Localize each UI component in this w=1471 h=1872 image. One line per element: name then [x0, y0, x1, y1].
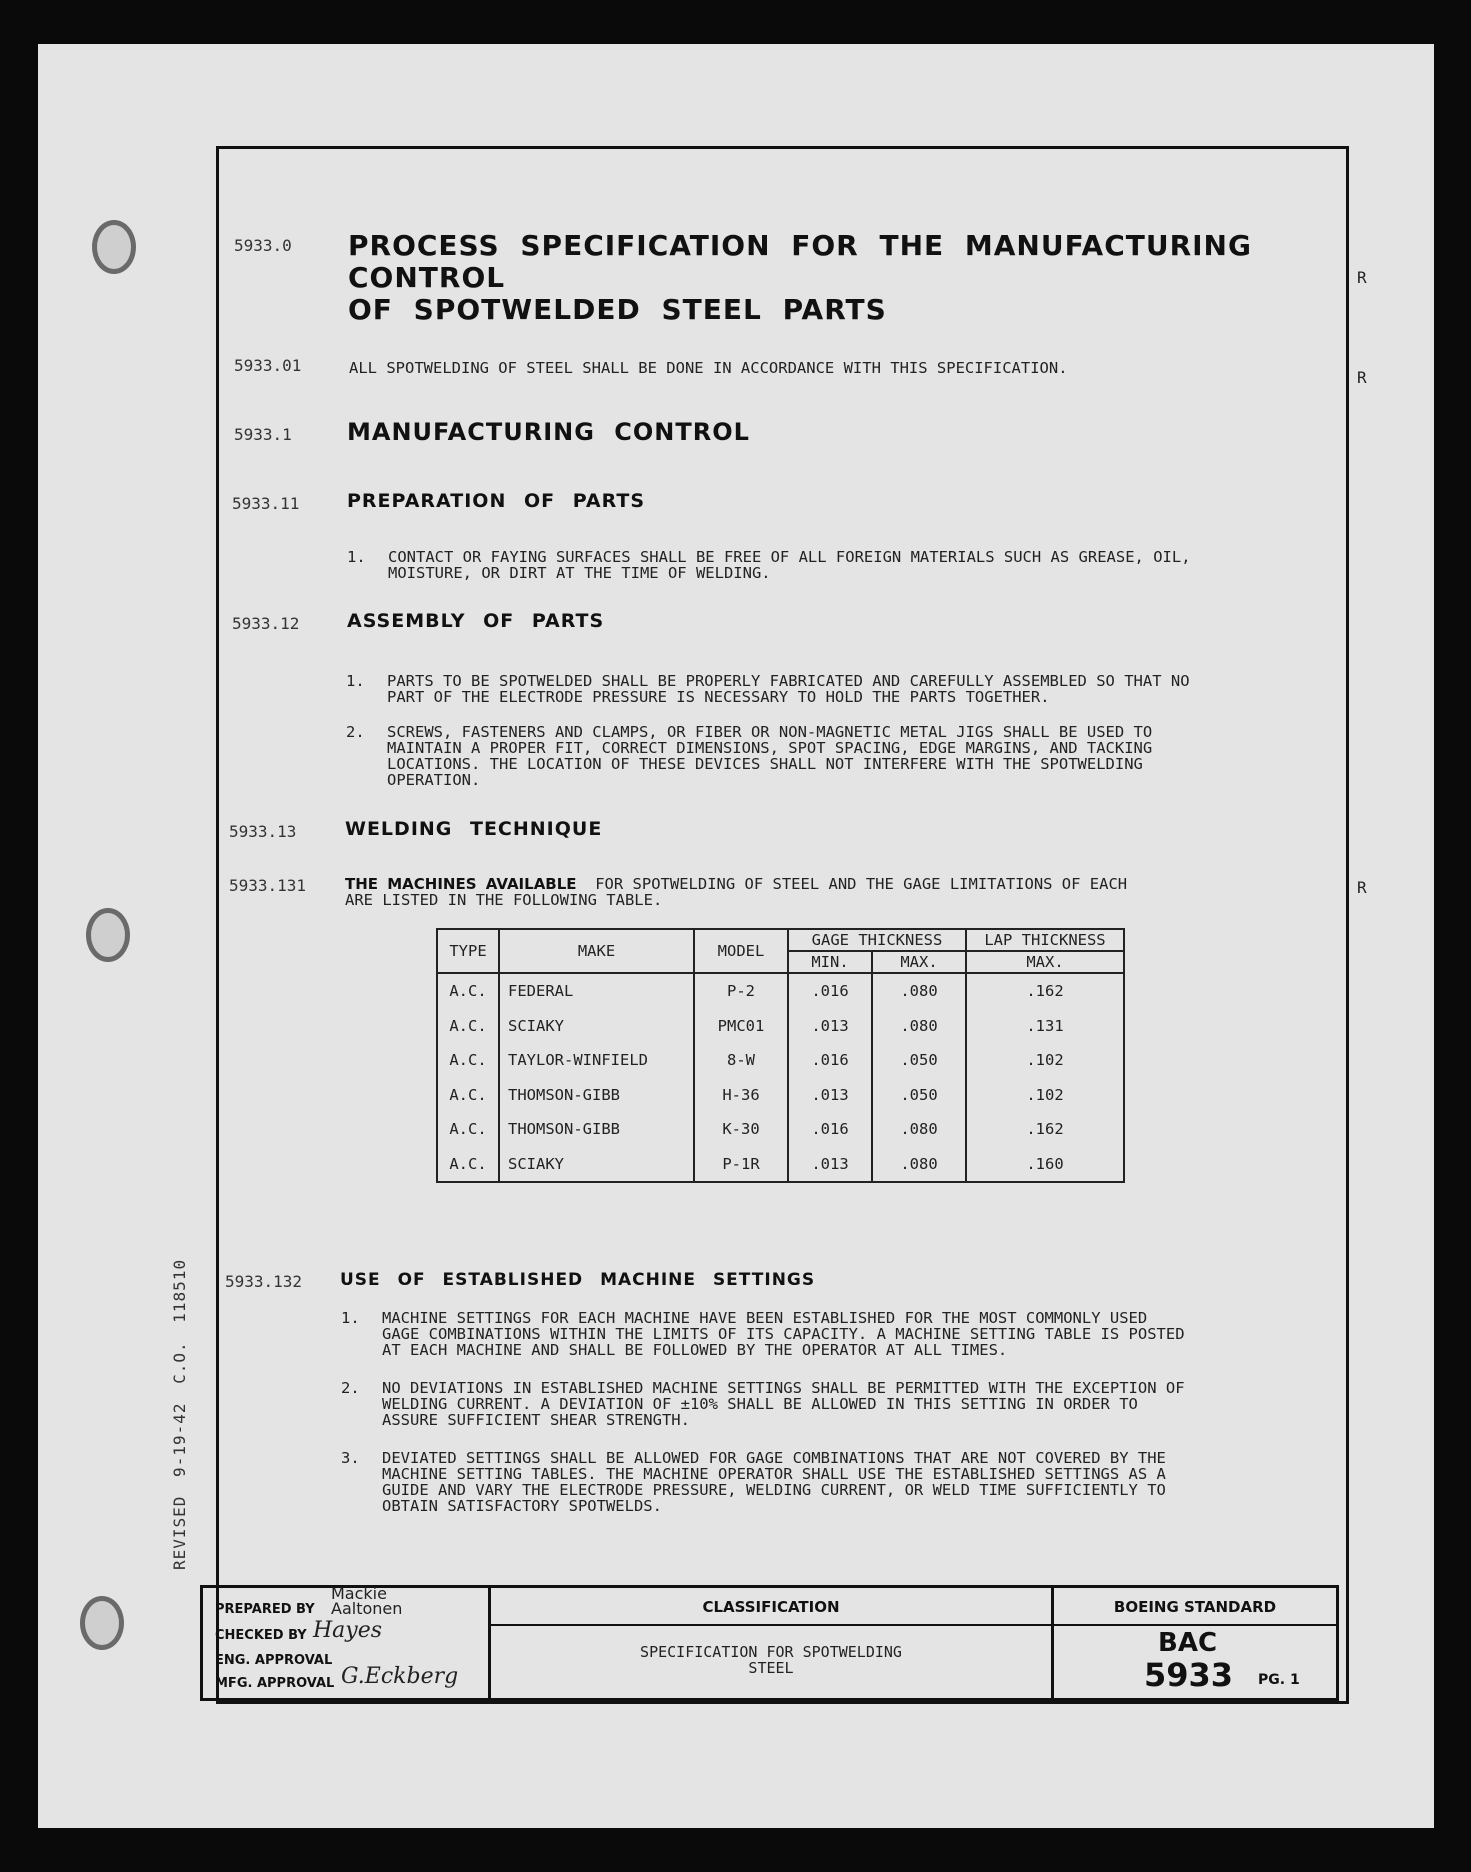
table-row: A.C. TAYLOR-WINFIELD 8-W .016 .050 .102 [437, 1043, 1124, 1078]
punch-hole [92, 220, 136, 274]
checked-by-label: CHECKED BY [215, 1628, 307, 1643]
section-heading: ASSEMBLY OF PARTS [347, 610, 605, 632]
table-header-row: TYPE MAKE MODEL GAGE THICKNESS LAP THICKNESS [437, 929, 1124, 951]
title-block [200, 1585, 1339, 1701]
table-row: A.C. THOMSON-GIBB H-36 .013 .050 .102 [437, 1078, 1124, 1113]
section-number: 5933.0 [234, 236, 292, 255]
prepared-by-label: PREPARED BY [215, 1602, 315, 1617]
prepared-by-signature: Mackie Aaltonen [331, 1584, 403, 1618]
section-number: 5933.131 [229, 876, 307, 895]
document-number: 5933 [1144, 1656, 1234, 1694]
eng-approval-label: ENG. APPROVAL [215, 1653, 333, 1668]
classification-label: CLASSIFICATION [702, 1598, 840, 1616]
standard-cell [1054, 1588, 1336, 1698]
boeing-standard-label: BOEING STANDARD [1113, 1598, 1277, 1616]
approvals-cell [203, 1584, 491, 1698]
section-heading: WELDING TECHNIQUE [345, 818, 603, 840]
document-title: PROCESS SPECIFICATION FOR THE MANUFACTURING CONTROL OF SPOTWELDED STEEL PARTS [348, 229, 1252, 326]
section-number: 5933.132 [225, 1272, 303, 1291]
bac-label: BAC [1158, 1628, 1218, 1658]
section-number: 5933.1 [234, 425, 292, 444]
punch-hole [86, 908, 130, 962]
table-row: A.C. THOMSON-GIBB K-30 .016 .080 .162 [437, 1112, 1124, 1147]
revision-mark: R [1357, 878, 1367, 897]
section-number: 5933.12 [232, 614, 300, 633]
page-number: PG. 1 [1258, 1672, 1300, 1688]
table-row: A.C. SCIAKY PMC01 .013 .080 .131 [437, 1009, 1124, 1044]
revision-mark: R [1357, 268, 1367, 287]
mfg-approval-signature: G.Eckberg [341, 1664, 459, 1689]
punch-hole [80, 1596, 124, 1650]
table-row: A.C. FEDERAL P-2 .016 .080 .162 [437, 973, 1124, 1009]
intro-text: ALL SPOTWELDING OF STEEL SHALL BE DONE IN ACCORDANCE WITH THIS SPECIFICATION. [349, 359, 1068, 377]
section-number: 5933.11 [232, 494, 300, 513]
section-heading: USE OF ESTABLISHED MACHINE SETTINGS [340, 1270, 816, 1290]
section-heading: PREPARATION OF PARTS [347, 490, 646, 512]
section-number: 5933.01 [234, 356, 302, 375]
revision-mark: R [1357, 368, 1367, 387]
mfg-approval-label: MFG. APPROVAL [215, 1676, 335, 1691]
table-intro: THE MACHINES AVAILABLE FOR SPOTWELDING OF STEEL AND THE GAGE LIMITATIONS OF EACH ARE LISTED IN THE FOLLOWING TABLE. [345, 875, 1128, 909]
section-heading: MANUFACTURING CONTROL [347, 418, 750, 446]
checked-by-signature: Hayes [313, 1618, 383, 1643]
machines-table [436, 928, 1125, 1183]
classification-cell [491, 1588, 1054, 1698]
table-header-row: MIN. MAX. MAX. [437, 951, 1124, 973]
section-number: 5933.13 [229, 822, 297, 841]
document-classification: SPECIFICATION FOR SPOTWELDING STEEL [640, 1643, 902, 1677]
table-row: A.C. SCIAKY P-1R .013 .080 .160 [437, 1147, 1124, 1183]
revision-note: REVISED 9-19-42 C.O. 118510 [170, 1258, 189, 1570]
